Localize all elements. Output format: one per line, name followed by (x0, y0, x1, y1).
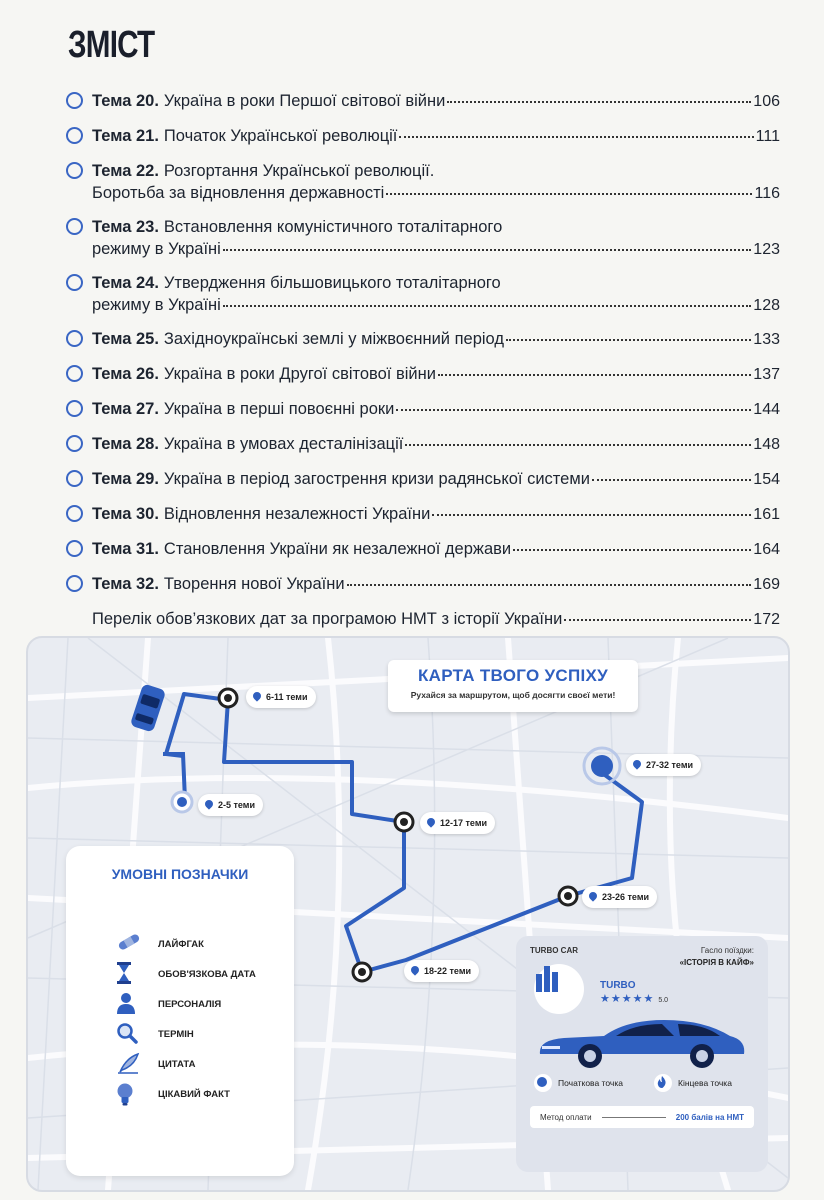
checkbox-circle-icon[interactable] (66, 218, 83, 235)
page-number: 169 (753, 576, 780, 593)
topic-number: Тема 28. (92, 435, 159, 453)
table-of-contents (66, 88, 780, 641)
topic-title-continued: режиму в Україні (92, 296, 221, 314)
start-point: Початкова точка (536, 1076, 623, 1090)
toc-item[interactable] (66, 466, 780, 501)
map-subtitle: Рухайся за маршрутом, щоб досягти своєї мети! (410, 690, 616, 700)
topic-title-continued: режиму в Україні (92, 240, 221, 258)
topic-number: Тема 21. (92, 127, 159, 145)
pin-label[interactable]: 2-5 теми (198, 794, 263, 816)
topic-number: Тема 31. (92, 540, 159, 558)
toc-item[interactable] (66, 326, 780, 361)
checkbox-circle-icon[interactable] (66, 435, 83, 452)
page-number: 111 (755, 128, 780, 145)
legend-item (116, 1082, 230, 1106)
toc-item[interactable] (66, 158, 780, 214)
dates-list-title: Перелік обов’язкових дат за програмою НМТ з історії України (92, 610, 563, 628)
page-number: 128 (753, 297, 780, 314)
page-number: 116 (754, 185, 780, 202)
toc-item[interactable] (66, 270, 780, 326)
topic-title: Розгортання Української революції. (163, 162, 435, 180)
page-title: ЗМІСТ (68, 24, 155, 66)
turbo-logo-icon (534, 964, 584, 1014)
legend-title: УМОВНІ ПОЗНАЧКИ (111, 866, 249, 882)
toc-item[interactable] (66, 431, 780, 466)
legend-item (116, 932, 204, 956)
brand-label: TURBO CAR (530, 946, 578, 955)
legend-label: ЦІКАВИЙ ФАКТ (158, 1088, 230, 1100)
page-number: 144 (753, 401, 780, 418)
checkbox-circle-icon[interactable] (66, 92, 83, 109)
slogan-label: Гасло поїздки: (700, 946, 754, 955)
topic-title: Україна в перші повоєнні роки (163, 400, 395, 418)
payment-method (530, 1106, 754, 1128)
slogan-text: «ІСТОРІЯ В КАЙФ» (679, 958, 754, 967)
topic-title: Україна в умовах десталінізації (163, 435, 404, 453)
page-number: 154 (753, 471, 780, 488)
success-map (26, 636, 790, 1192)
checkbox-circle-icon[interactable] (66, 127, 83, 144)
map-title-card (388, 660, 638, 712)
topic-title: Встановлення комуністичного тоталітарного (163, 218, 503, 236)
checkbox-circle-icon[interactable] (66, 470, 83, 487)
topic-number: Тема 22. (92, 162, 159, 180)
rating-value: 5.0 (658, 997, 669, 1004)
legend-label: ПЕРСОНАЛІЯ (158, 998, 222, 1010)
toc-item[interactable] (66, 571, 780, 606)
driver-name: TURBO (600, 980, 636, 991)
toc-item[interactable] (66, 501, 780, 536)
page-number: 106 (753, 93, 780, 110)
bandage-icon (116, 932, 142, 956)
checkbox-circle-icon[interactable] (66, 575, 83, 592)
end-point: Кінцева точка (656, 1076, 732, 1090)
topic-title: Відновлення незалежності України (163, 505, 431, 523)
page-number: 148 (753, 436, 780, 453)
toc-item[interactable] (66, 536, 780, 571)
page-number: 133 (753, 331, 780, 348)
car-illustration-icon (534, 1014, 750, 1070)
payment-value: 200 балів на НМТ (675, 1112, 744, 1122)
legend-label: ТЕРМІН (158, 1028, 194, 1040)
toc-item[interactable] (66, 123, 780, 158)
topic-number: Тема 30. (92, 505, 159, 523)
page-number: 172 (753, 611, 780, 628)
map-title: КАРТА ТВОГО УСПІХУ (417, 666, 608, 685)
pin-label[interactable]: 27-32 теми (626, 754, 701, 776)
checkbox-circle-icon[interactable] (66, 365, 83, 382)
legend-label: ОБОВ'ЯЗКОВА ДАТА (158, 968, 256, 980)
topic-title-continued: Боротьба за відновлення державності (92, 184, 385, 202)
page-number: 164 (753, 541, 780, 558)
topic-title: Становлення України як незалежної держави (163, 540, 512, 558)
pin-label[interactable]: 18-22 теми (404, 960, 479, 982)
legend-item (116, 1022, 194, 1046)
topic-number: Тема 25. (92, 330, 159, 348)
topic-title: Україна в період загострення кризи радянської системи (163, 470, 590, 488)
flame-icon (656, 1076, 670, 1090)
rating-stars: ★★★★★ 5.0 (600, 993, 669, 1005)
topic-number: Тема 20. (92, 92, 159, 110)
checkbox-circle-icon[interactable] (66, 400, 83, 417)
legend-label: ЛАЙФГАК (158, 938, 204, 950)
topic-title: Україна в роки Першої світової війни (163, 92, 446, 110)
person-icon (116, 992, 142, 1016)
checkbox-circle-icon[interactable] (66, 330, 83, 347)
checkbox-circle-icon[interactable] (66, 274, 83, 291)
legend-panel (66, 846, 294, 1176)
topic-title: Україна в роки Другої світової війни (163, 365, 436, 383)
page-number: 123 (753, 241, 780, 258)
topic-title: Початок Української революції (163, 127, 398, 145)
toc-item[interactable] (66, 214, 780, 270)
checkbox-circle-icon[interactable] (66, 540, 83, 557)
topic-number: Тема 24. (92, 274, 159, 292)
legend-item (116, 962, 256, 986)
payment-label: Метод оплати (540, 1112, 592, 1122)
legend-item (116, 992, 221, 1016)
topic-title: Західноукраїнські землі у міжвоєнний період (163, 330, 505, 348)
topic-title: Утвердження більшовицького тоталітарного (163, 274, 501, 292)
legend-label: ЦИТАТА (158, 1058, 196, 1070)
pin-label[interactable]: 6-11 теми (246, 686, 316, 708)
topic-number: Тема 29. (92, 470, 159, 488)
legend-item (116, 1052, 195, 1076)
start-point-icon (536, 1076, 550, 1090)
toc-item[interactable] (66, 396, 780, 431)
topic-number: Тема 27. (92, 400, 159, 418)
pin-label[interactable]: 12-17 теми (420, 812, 495, 834)
topic-number: Тема 26. (92, 365, 159, 383)
magnifier-icon (116, 1022, 142, 1046)
topic-number: Тема 32. (92, 575, 159, 593)
lightbulb-icon (116, 1082, 142, 1106)
page-number: 161 (753, 506, 780, 523)
pin-label[interactable]: 23-26 теми (582, 886, 657, 908)
topic-title: Творення нової України (163, 575, 345, 593)
hourglass-icon (116, 962, 142, 986)
checkbox-circle-icon[interactable] (66, 505, 83, 522)
turbo-car-card (516, 936, 768, 1172)
quill-icon (116, 1052, 142, 1076)
toc-item[interactable] (66, 88, 780, 123)
page-number: 137 (753, 366, 780, 383)
topic-number: Тема 23. (92, 218, 159, 236)
toc-item[interactable] (66, 361, 780, 396)
checkbox-circle-icon[interactable] (66, 162, 83, 179)
